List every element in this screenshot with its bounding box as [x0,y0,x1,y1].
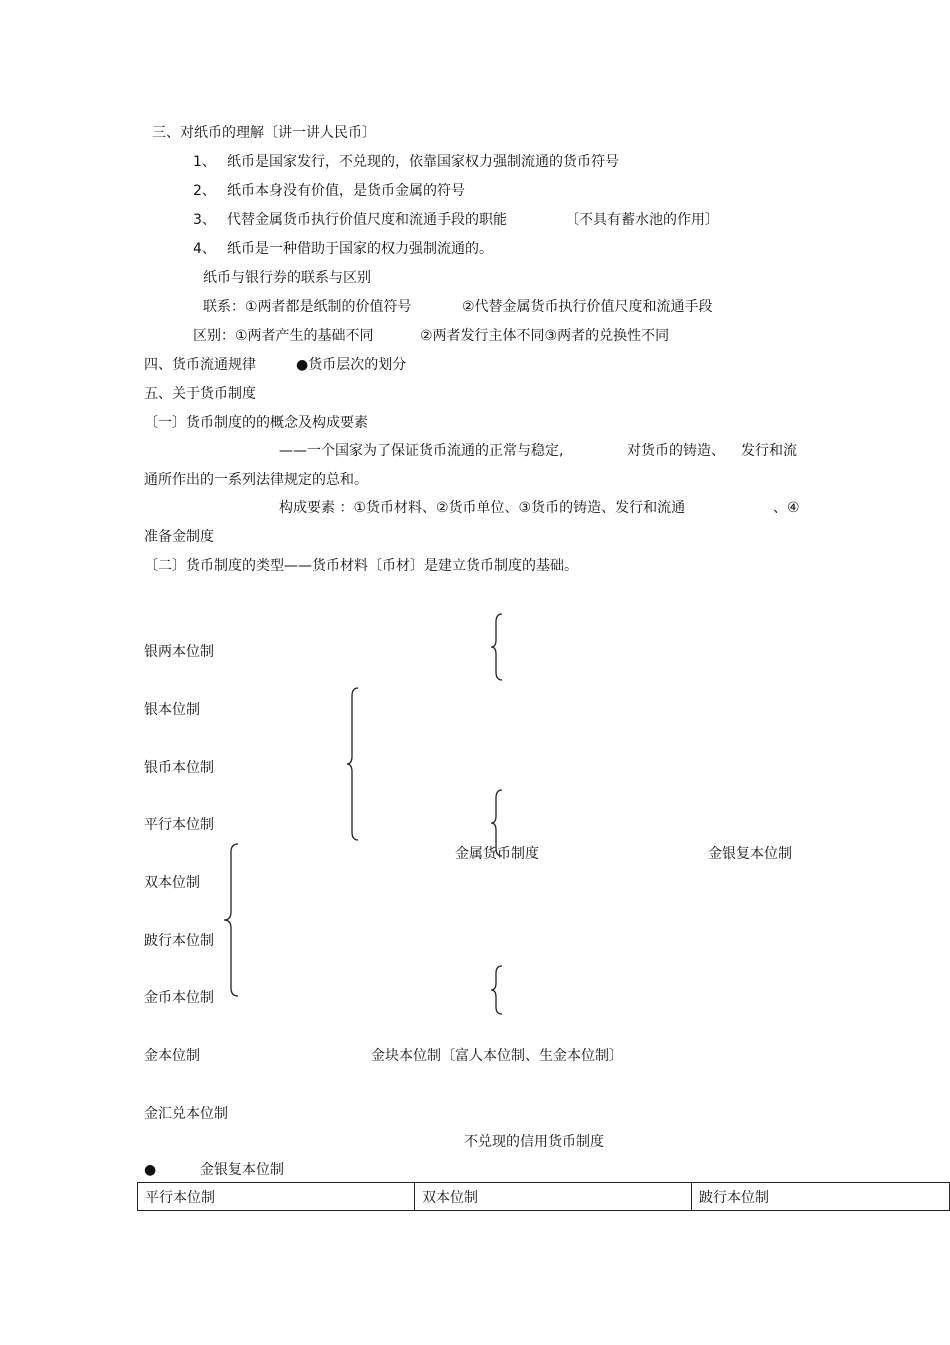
item-4-text: 纸币是一种借助于国家的权力强制流通的。 [227,241,493,257]
label-silver-tael-standard: 银两本位制 [144,644,214,660]
item-4-number: 4、 [193,241,216,257]
item-3-text: 代替金属货币执行价值尺度和流通手段的职能 [227,212,507,228]
elements-line2: 准备金制度 [144,529,214,545]
definition-line2: 通所作出的一系列法律规定的总和。 [144,472,368,488]
item-2-text: 纸币本身没有价值，是货币金属的符号 [227,183,465,199]
label-silver-coin-standard: 银币本位制 [144,760,214,776]
elements-text-b: 、④ [773,500,800,516]
part2-heading: 〔二〕货币制度的类型——货币材料〔币材〕是建立货币制度的基础。 [144,558,578,574]
label-gold-bullion-standard: 金块本位制〔富人本位制、生金本位制〕 [371,1048,623,1064]
section5-heading: 五、关于货币制度 [144,386,256,402]
elements-text-a: 构成要素 ：①货币材料、②货币单位、③货币的铸造、发行和流通 [279,500,686,516]
relation-title: 纸币与银行券的联系与区别 [203,270,371,286]
table-row [138,1183,950,1211]
label-gold-exchange-standard: 金汇兑本位制 [144,1106,228,1122]
label-metal-currency-system: 金属货币制度 [455,846,539,862]
table-cell-double: 双本位制 [415,1183,692,1211]
section4-heading: 四、货币流通规律 [144,357,256,373]
connection-text-b: ②代替金属货币执行价值尺度和流通手段 [462,299,713,315]
brace-silver-group [490,612,506,682]
difference-text-a: 区别：①两者产生的基础不同 [193,328,374,344]
brace-bimetal-group [490,788,506,858]
connection-text-a: 联系：①两者都是纸制的价值符号 [203,299,412,315]
label-bimetallic-standard: 金银复本位制 [708,846,792,862]
item-3-number: 3、 [193,212,216,228]
label-double-standard: 双本位制 [144,875,200,891]
label-silver-standard: 银本位制 [144,702,200,718]
brace-gold-group [490,964,506,1016]
bimetal-types-table [137,1182,950,1211]
part1-heading: 〔一〕货币制度的的概念及构成要素 [144,415,368,431]
label-gold-coin-standard: 金币本位制 [144,990,214,1006]
definition-line1-b: 对货币的铸造、 [627,443,725,459]
table-cell-parallel: 平行本位制 [138,1183,415,1211]
section4-sub: ●货币层次的划分 [296,357,407,373]
table-cell-limping: 跛行本位制 [692,1183,950,1211]
item-2-number: 2、 [193,183,216,199]
definition-line1-c: 发行和流 [741,443,797,459]
brace-bimetal-types [222,842,240,998]
label-limping-standard: 跛行本位制 [144,933,214,949]
definition-line1-a: ——一个国家为了保证货币流通的正常与稳定, [279,443,564,459]
difference-text-b: ②两者发行主体不同③两者的兑换性不同 [420,328,670,344]
bimetal-section-title: 金银复本位制 [200,1162,284,1178]
label-fiat-currency-system: 不兑现的信用货币制度 [464,1134,604,1150]
label-gold-standard: 金本位制 [144,1048,200,1064]
item-3-note: 〔不具有蓄水池的作用〕 [565,212,719,228]
item-1-number: 1、 [193,154,216,170]
label-parallel-standard: 平行本位制 [144,817,214,833]
item-1-text: 纸币是国家发行，不兑现的，依靠国家权力强制流通的货币符号 [227,154,619,170]
bullet-icon: ● [144,1162,157,1178]
section3-heading: 三、对纸币的理解〔讲一讲人民币〕 [152,125,376,141]
brace-metal-system [346,686,362,842]
